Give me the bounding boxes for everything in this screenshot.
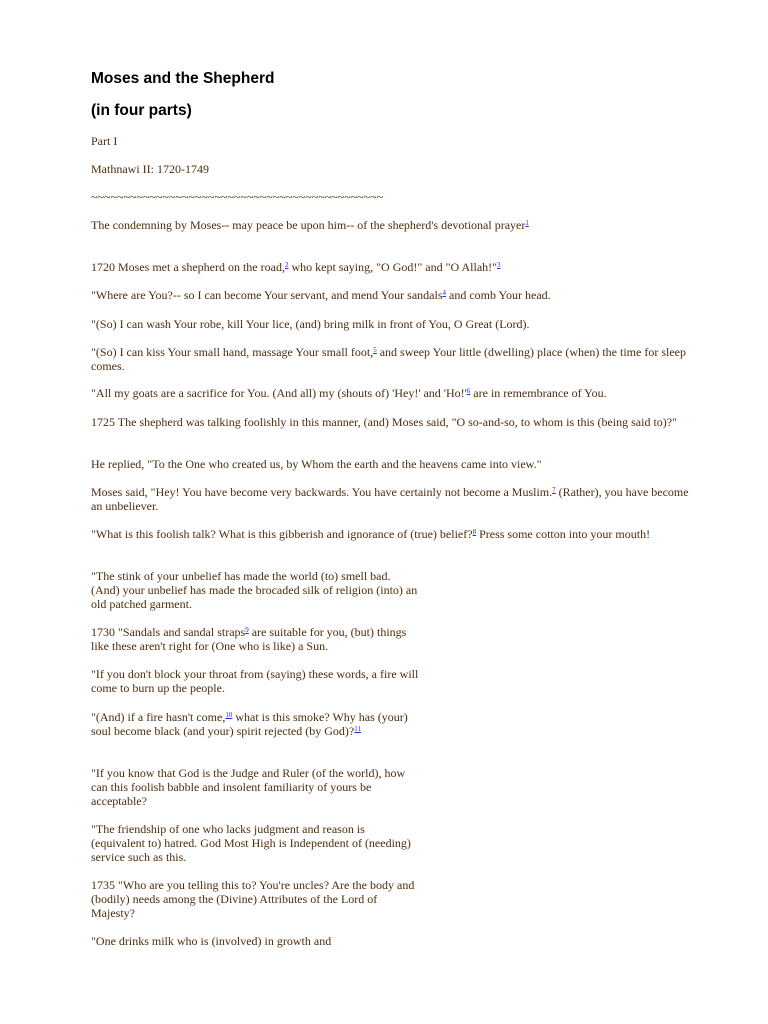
verse-text: Moses said, "Hey! You have become very backwards. You have certainly not become a Muslim. (91, 485, 553, 499)
footnote-link[interactable]: 8 (472, 528, 477, 536)
verse-paragraph (91, 878, 421, 920)
verse-text: what is this smoke? Why has (your) soul become black (and your) spirit rejected (by God)? (91, 710, 408, 738)
page-subtitle: (in four parts) (91, 102, 192, 119)
footnote-link[interactable]: 6 (466, 387, 471, 395)
verse-paragraph (91, 485, 701, 513)
verse-paragraph (91, 625, 421, 653)
verse-paragraph (91, 415, 701, 429)
footnote-link[interactable]: 10 (225, 711, 233, 719)
verse-text: "If you don't block your throat from (saying) these words, a fire will come to burn up the people. (91, 667, 419, 695)
verse-text: and comb Your head. (446, 288, 551, 302)
verse-text: "What is this foolish talk? What is this gibberish and ignorance of (true) belief? (91, 527, 473, 541)
page-title: Moses and the Shepherd (91, 70, 275, 87)
verse-paragraph (91, 288, 701, 302)
verse-text: "One drinks milk who is (involved) in growth and (91, 934, 332, 948)
footnote-link[interactable]: 11 (354, 725, 361, 733)
verse-paragraph (91, 934, 421, 948)
verse-text: "The friendship of one who lacks judgment and reason is (equivalent to) hatred. God Most High is Independent of (needing) service such as this. (91, 822, 411, 864)
verse-text: Press some cotton into your mouth! (476, 527, 651, 541)
verse-text: "All my goats are a sacrifice for You. (And all) my (shouts of) 'Hey!' and 'Ho!' (91, 386, 467, 400)
verse-text: 1730 "Sandals and sandal straps (91, 625, 246, 639)
verse-text: "Where are You?-- so I can become Your servant, and mend Your sandals (91, 288, 443, 302)
verse-text: The condemning by Moses-- may peace be upon him-- of the shepherd's devotional prayer (91, 218, 526, 232)
verse-paragraph (91, 218, 701, 232)
verse-paragraph (91, 345, 701, 373)
verse-text: He replied, "To the One who created us, by Whom the earth and the heavens came into view." (91, 457, 542, 471)
part-label: Part I (91, 134, 118, 148)
footnote-link[interactable]: 4 (442, 289, 446, 297)
verse-paragraph (91, 457, 701, 471)
verse-paragraph (91, 766, 421, 808)
footnote-link[interactable]: 9 (245, 626, 249, 634)
verse-text: and sweep Your little (dwelling) place (when) the time for sleep comes. (91, 345, 686, 373)
verse-paragraph (91, 260, 701, 274)
source-reference: Mathnawi II: 1720-1749 (91, 162, 209, 176)
footnote-link[interactable]: 3 (497, 261, 501, 269)
verse-text: who kept saying, "O God!" and "O Allah!" (288, 260, 498, 274)
verse-text: 1735 "Who are you telling this to? You're uncles? Are the body and (bodily) needs among the (Divine) Attributes of the Lord of Majesty? (91, 878, 415, 920)
verse-paragraph (91, 822, 421, 864)
verse-text: "(And) if a fire hasn't come, (91, 710, 226, 724)
verse-paragraph (91, 569, 421, 611)
verse-text: 1720 Moses met a shepherd on the road, (91, 260, 285, 274)
verse-text: "If you know that God is the Judge and Ruler (of the world), how can this foolish babble and insolent familiarity of yours be acceptable? (91, 766, 406, 808)
footnote-link[interactable]: 5 (373, 346, 377, 354)
verse-text: (Rather), you have become an unbeliever. (91, 485, 689, 513)
verse-text: are in remembrance of You. (470, 386, 607, 400)
footnote-link[interactable]: 1 (525, 219, 529, 227)
verse-paragraph (91, 710, 421, 738)
verse-paragraph (91, 527, 701, 541)
verse-text: "(So) I can wash Your robe, kill Your lice, (and) bring milk in front of You, O Great (Lord). (91, 317, 530, 331)
verse-text: 1725 The shepherd was talking foolishly in this manner, (and) Moses said, "O so-and-so, to whom is this (being said to)?" (91, 415, 678, 429)
verse-paragraph (91, 667, 421, 695)
verse-paragraph (91, 386, 701, 400)
verse-text: "(So) I can kiss Your small hand, massage Your small foot, (91, 345, 374, 359)
verse-text: are suitable for you, (but) things like these aren't right for (One who is like) a Sun. (91, 625, 407, 653)
footnote-link[interactable]: 7 (552, 486, 556, 494)
verse-paragraph (91, 317, 701, 331)
separator-line: ~~~~~~~~~~~~~~~~~~~~~~~~~~~~~~~~~~~~~~~~~~~~~ (91, 190, 384, 204)
verse-text: "The stink of your unbelief has made the world (to) smell bad. (And) your unbelief has made the brocaded silk of religion (into) an old patched garment. (91, 569, 418, 611)
footnote-link[interactable]: 2 (284, 261, 289, 269)
